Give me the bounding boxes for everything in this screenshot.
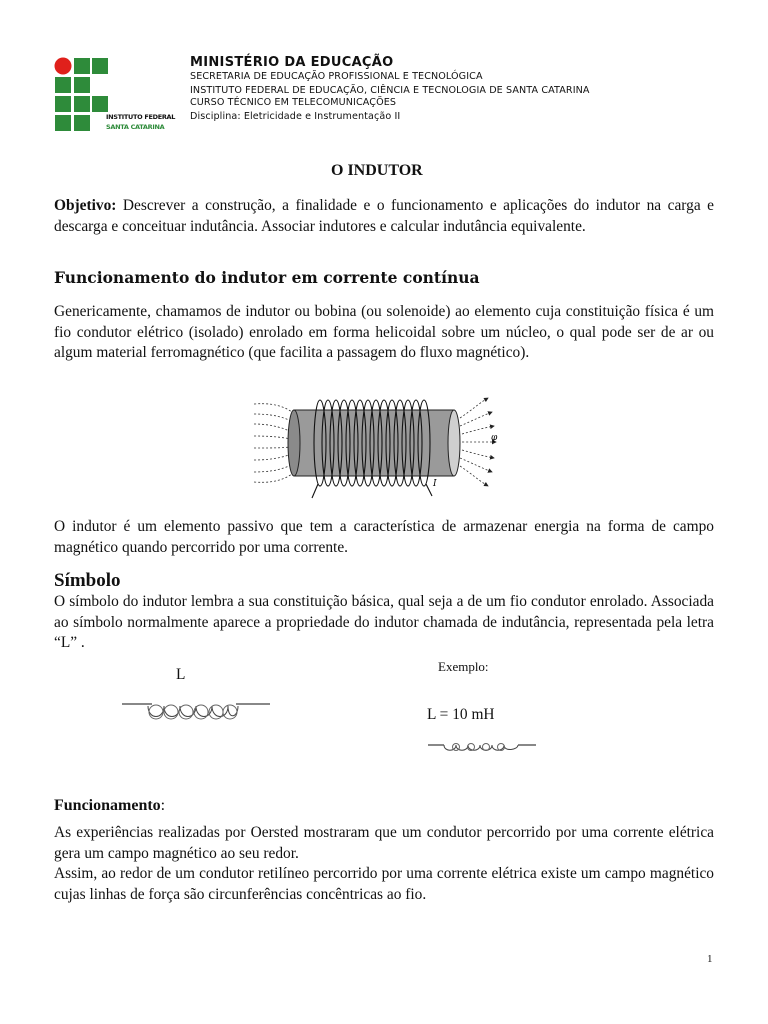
- symbol-text: O símbolo do indutor lembra a sua constituição básica, qual seja a de um fio condutor enrolado. Associada ao símbolo normalmente aparece a propriedade do indutor chamada de indutância, representada pela letra “L” .: [54, 593, 714, 652]
- page-title: O INDUTOR: [331, 162, 423, 179]
- inductor-definition-text: Genericamente, chamamos de indutor ou bobina (ou solenoide) ao elemento cuja constituição física é um fio condutor elétrico (isolado) enrolado em forma helicoidal sobre um núcleo, o qual pode ser de ar ou algum material ferromagnético (que facilita a passagem do fluxo magnético).: [54, 303, 714, 362]
- inductor-definition-paragraph: [54, 302, 714, 364]
- flux-label: φ: [491, 433, 498, 443]
- inductor-symbol: [122, 698, 272, 722]
- symbol-heading: Símbolo: [54, 570, 121, 591]
- ministry-title: MINISTÉRIO DA EDUCAÇÃO: [190, 55, 394, 70]
- objective-label: Objetivo:: [54, 197, 117, 214]
- example-inductor-symbol: [428, 738, 538, 756]
- oersted-text-2: Assim, ao redor de um condutor retilíneo percorrido por uma corrente elétrica existe um campo magnético cujas linhas de força são circunferências concêntricas ao fio.: [54, 865, 714, 903]
- objective-paragraph: [54, 196, 714, 237]
- oersted-paragraph: [54, 823, 714, 905]
- page-number: 1: [707, 953, 713, 965]
- symbol-paragraph: [54, 592, 714, 654]
- logo-line1: INSTITUTO FEDERAL: [106, 113, 176, 121]
- functioning-heading: [54, 797, 165, 815]
- example-label: Exemplo:: [438, 659, 489, 674]
- header-line-2: INSTITUTO FEDERAL DE EDUCAÇÃO, CIÊNCIA E TECNOLOGIA DE SANTA CATARINA: [190, 85, 590, 96]
- logo-line2: SANTA CATARINA: [106, 123, 165, 131]
- oersted-text-1: As experiências realizadas por Oersted mostraram que um condutor percorrido por uma corrente elétrica gera um campo magnético ao seu redor.: [54, 824, 714, 862]
- passive-element-paragraph: [54, 517, 714, 558]
- institute-logo: [52, 56, 182, 136]
- discipline-line: Disciplina: Eletricidade e Instrumentação II: [190, 111, 401, 122]
- objective-text: Descrever a construção, a finalidade e o funcionamento e aplicações do indutor na carga e descarga e conceituar indutância. Associar indutores e calcular indutância equivalente.: [54, 197, 714, 235]
- header-line-1: SECRETARIA DE EDUCAÇÃO PROFISSIONAL E TECNOLÓGICA: [190, 71, 483, 82]
- example-value: L = 10 mH: [427, 706, 495, 723]
- section-heading-dc: Funcionamento do indutor em corrente contínua: [54, 268, 480, 287]
- solenoid-figure: [250, 388, 510, 500]
- functioning-heading-text: Funcionamento: [54, 797, 161, 814]
- current-label: I: [433, 479, 437, 489]
- inductor-label-L: L: [176, 666, 186, 683]
- functioning-colon: :: [160, 797, 166, 814]
- passive-element-text: O indutor é um elemento passivo que tem a característica de armazenar energia na forma de campo magnético quando percorrido por uma corrente.: [54, 518, 714, 556]
- header-line-3: CURSO TÉCNICO EM TELECOMUNICAÇÕES: [190, 97, 397, 108]
